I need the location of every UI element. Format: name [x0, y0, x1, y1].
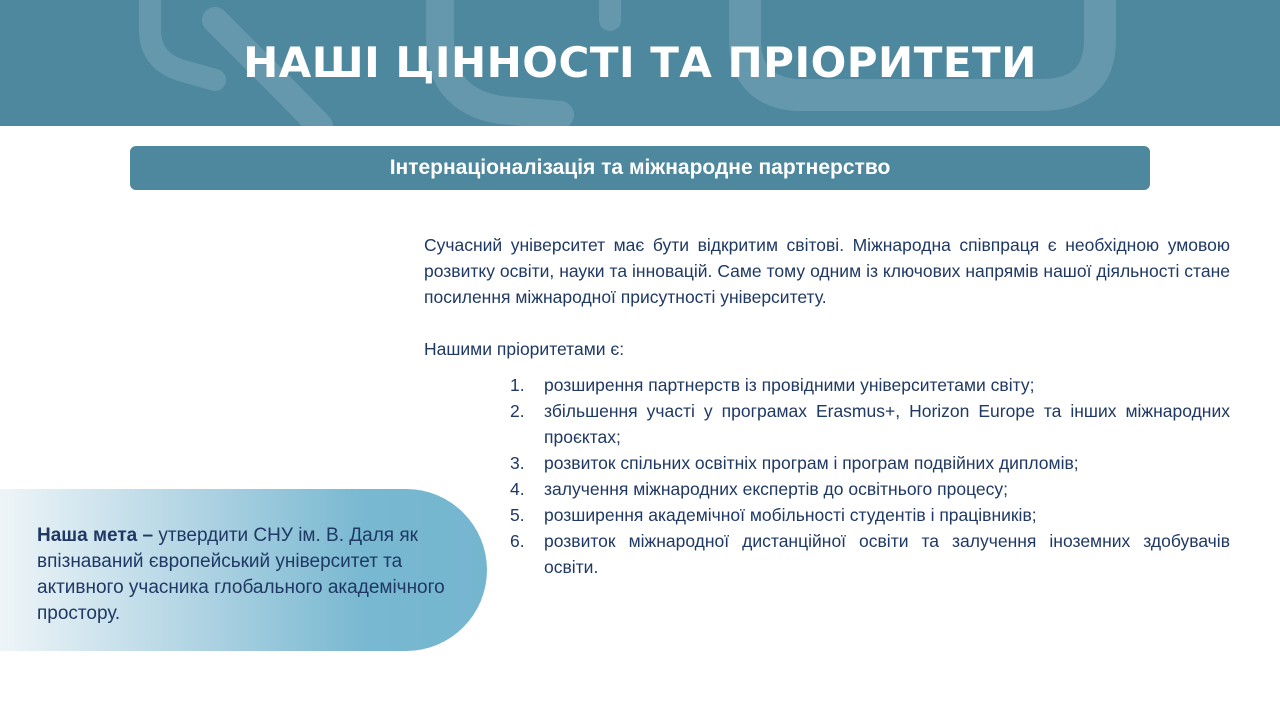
goal-label: Наша мета –	[37, 525, 154, 546]
list-item-number: 2.	[510, 401, 525, 421]
list-item-text: розширення академічної мобільності студентів і працівників;	[544, 505, 1037, 525]
list-item-number: 4.	[510, 479, 525, 499]
list-item	[510, 502, 1230, 528]
list-item	[510, 372, 1230, 398]
list-item-number: 6.	[510, 531, 525, 551]
list-item	[510, 476, 1230, 502]
list-item-number: 3.	[510, 453, 525, 473]
priorities-list	[424, 372, 1230, 580]
list-item	[510, 450, 1230, 476]
header-band	[0, 0, 1280, 126]
list-item	[510, 528, 1230, 580]
list-item-number: 1.	[510, 375, 525, 395]
intro-paragraph: Сучасний університет має бути відкритим світові. Міжнародна співпраця є необхідною умовою розвитку освіти, науки та інновацій. Саме тому одним із ключових напрямів нашої діяльності стане посилення міжнародної присутності університету.	[424, 235, 1230, 307]
list-item-text: розширення партнерств із провідними університетами світу;	[544, 375, 1035, 395]
list-item-text: розвиток спільних освітніх програм і програм подвійних дипломів;	[544, 453, 1079, 473]
list-item-text: залучення міжнародних експертів до освітнього процесу;	[544, 479, 1009, 499]
list-item-number: 5.	[510, 505, 525, 525]
goal-callout-text	[37, 523, 467, 627]
priorities-heading: Нашими пріоритетами є:	[424, 339, 625, 359]
page-title: НАШІ ЦІННОСТІ ТА ПРІОРИТЕТИ	[243, 38, 1037, 87]
list-item-text: збільшення участі у програмах Erasmus+, Horizon Europe та інших міжнародних проєктах;	[544, 401, 1230, 447]
goal-body: утвердити СНУ ім. В. Даля як впізнаваний європейський університет та активного учасника глобального академічного простору.	[37, 525, 445, 624]
section-banner: Інтернаціоналізація та міжнародне партнерство	[130, 146, 1150, 190]
list-item	[510, 398, 1230, 450]
list-item-text: розвиток міжнародної дистанційної освіти та залучення іноземних здобувачів освіти.	[544, 531, 1230, 577]
main-content	[424, 232, 1230, 580]
